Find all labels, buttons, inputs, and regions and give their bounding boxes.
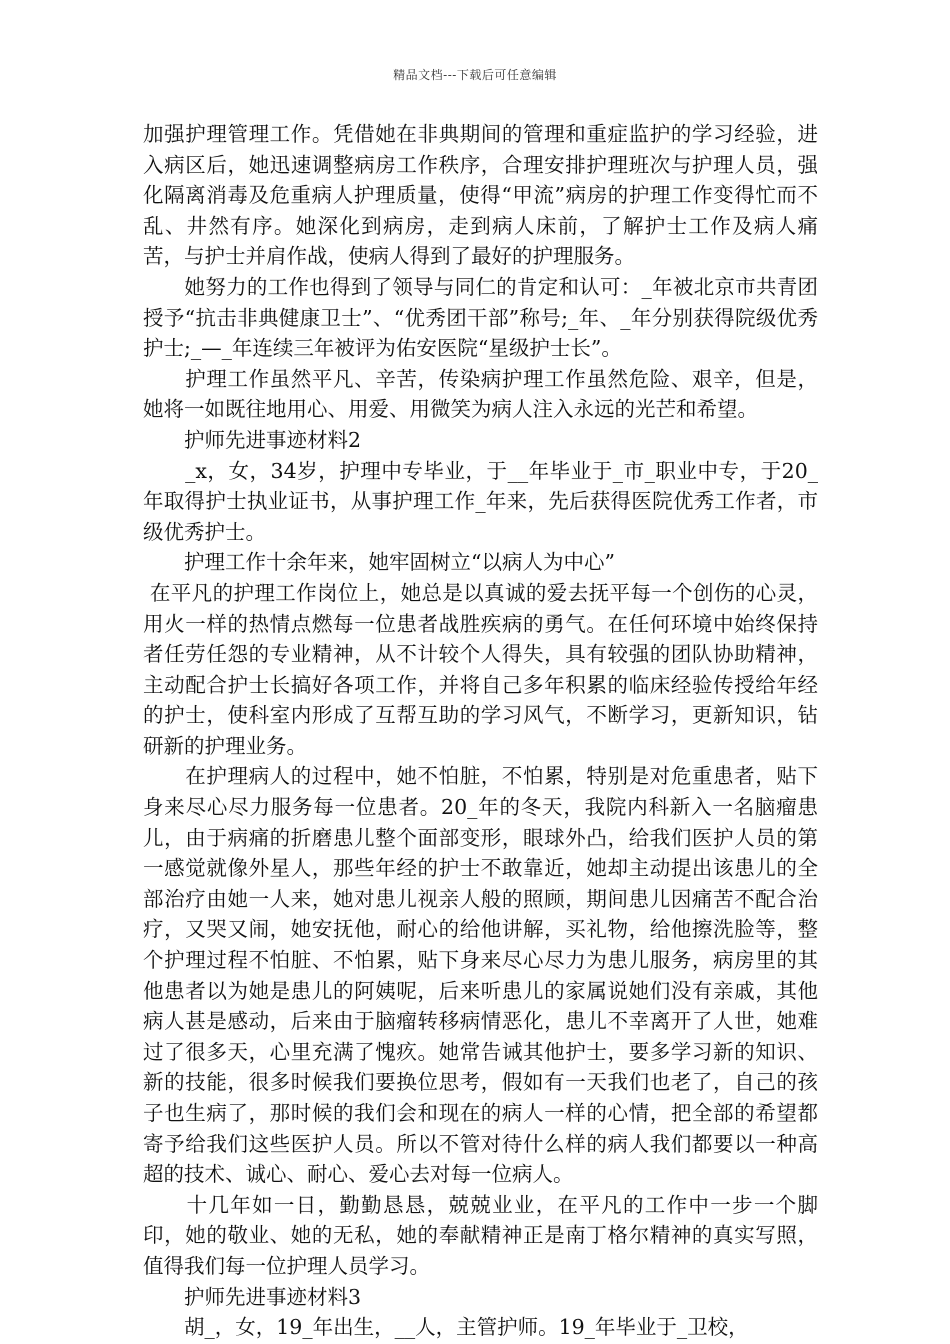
document-body <box>143 119 818 1343</box>
section-heading: 护师先进事迹材料3 <box>143 1284 362 1309</box>
paragraph: 她努力的工作也得到了领导与同仁的肯定和认可：_年被北京市共青团授予“抗击非典健康卫士”、“优秀团干部”称号;_年、_年分别获得院级优秀护士;_—_年连续三年被评为佑安医院“星级护士长”。 <box>143 274 818 361</box>
section-heading: 护师先进事迹材料2 <box>143 427 362 452</box>
paragraph: _x，女，34岁，护理中专毕业，于__年毕业于_市_职业中专，于20_年取得护士执业证书，从事护理工作_年来，先后获得医院优秀工作者，市级优秀护士。 <box>143 458 818 544</box>
paragraph: 胡_，女，19_年出生，__人，主管护师。19_年毕业于_卫校， <box>143 1315 749 1340</box>
paragraph: 在平凡的护理工作岗位上，她总是以真诚的爱去抚平每一个创伤的心灵，用火一样的热情点燃每一位患者战胜疾病的勇气。在任何环境中始终保持者任劳任怨的专业精神，从不计较个人得失，具有较强的团队协助精神，主动配合护士长搞好各项工作，并将自己多年积累的临床经验传授给年经的护士，使科室内形成了互帮互助的学习风气，不断学习，更新知识，钻研新的护理业务。 <box>143 580 818 758</box>
paragraph: 十几年如一日，勤勤恳恳，兢兢业业，在平凡的工作中一步一个脚印，她的敬业、她的无私，她的奉献精神正是南丁格尔精神的真实写照，值得我们每一位护理人员学习。 <box>143 1192 818 1278</box>
paragraph: 护理工作虽然平凡、辛苦，传染病护理工作虽然危险、艰辛，但是，她将一如既往地用心、用爱、用微笑为病人注入永远的光芒和希望。 <box>143 366 818 422</box>
page-header: 精品文档---下载后可任意编辑 <box>393 68 557 82</box>
paragraph: 在护理病人的过程中，她不怕脏，不怕累，特别是对危重患者，贴下身来尽心尽力服务每一位患者。20_年的冬天，我院内科新入一名脑瘤患儿，由于病痛的折磨患儿整个面部变形，眼球外凸，给我们医护人员的第一感觉就像外星人，那些年经的护士不敢靠近，她却主动提出该患儿的全部治疗由她一人来，她对患儿视亲人般的照顾，期间患儿因痛苦不配合治疗，又哭又闹，她安抚他，耐心的给他讲解，买礼物，给他擦洗脸等，整个护理过程不怕脏、不怕累，贴下身来尽心尽力为患儿服务，病房里的其他患者以为她是患儿的阿姨呢，后来听患儿的家属说她们没有亲戚，其他病人甚是感动，后来由于脑瘤转移病情恶化，患儿不幸离开了人世，她难过了很多天，心里充满了愧疚。她常告诫其他护士，要多学习新的知识、新的技能，很多时候我们要换位思考，假如有一天我们也老了，自己的孩子也生病了，那时候的我们会和现在的病人一样的心情，把全部的希望都寄予给我们这些医护人员。所以不管对待什么样的病人我们都要以一种高超的技术、诚心、耐心、爱心去对每一位病人。 <box>143 764 818 1187</box>
paragraph: 加强护理管理工作。凭借她在非典期间的管理和重症监护的学习经验，进入病区后，她迅速调整病房工作秩序，合理安排护理班次与护理人员，强化隔离消毒及危重病人护理质量，使得“甲流”病房的护理工作变得忙而不乱、井然有序。她深化到病房，走到病人床前，了解护士工作及病人痛苦，与护士并肩作战，使病人得到了最好的护理服务。 <box>143 122 818 269</box>
paragraph: 护理工作十余年来，她牢固树立“以病人为中心” <box>143 550 615 575</box>
